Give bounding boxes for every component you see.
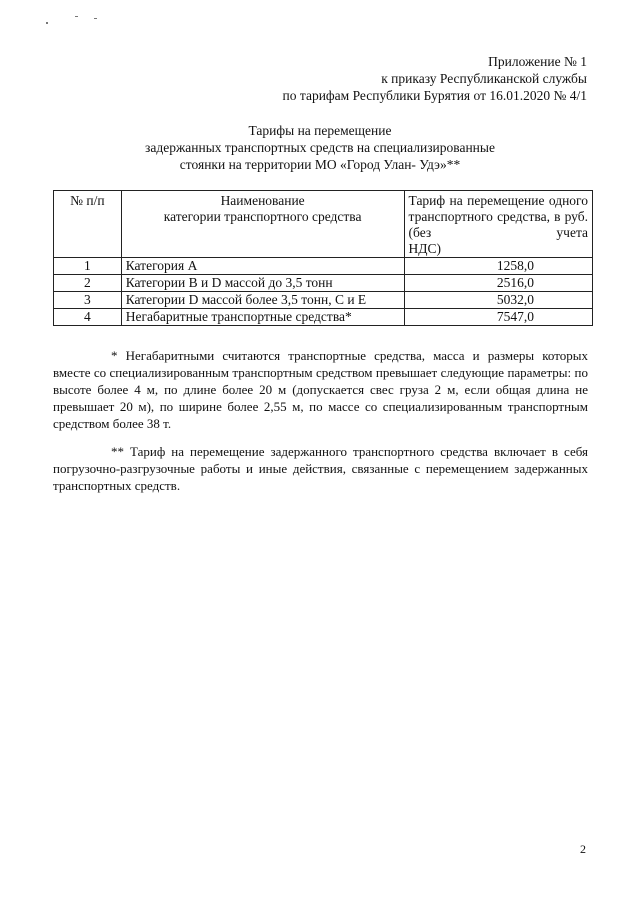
row-category: Категория А xyxy=(121,258,404,275)
scan-speck xyxy=(94,18,97,19)
title-line-3: стоянки на территории МО «Город Улан- Удэ»** xyxy=(179,157,461,172)
tariff-table xyxy=(53,190,593,326)
row-num: 3 xyxy=(54,292,122,309)
footnote-oversized: * Негабаритными считаются транспортные средства, масса и размеры которых вместе со специализированным транспортным средством превышает следующие параметры: по высоте более 4 м, по длине более 20 м (допускается свес груза 2 м, если общая длина не превышает 20 м), по ширине более 2,55 м, по массе со специализированным транспортным средством более 38 т. xyxy=(53,348,588,431)
document-title xyxy=(120,122,520,173)
table-row xyxy=(54,275,593,292)
title-line-2: задержанных транспортных средств на специализированные xyxy=(145,140,495,155)
row-category: Категории В и D массой до 3,5 тонн xyxy=(121,275,404,292)
row-tariff: 1258,0 xyxy=(404,258,592,275)
header-name xyxy=(121,191,404,258)
appendix-line-2: к приказу Республиканской службы xyxy=(381,71,587,86)
row-num: 1 xyxy=(54,258,122,275)
row-tariff: 5032,0 xyxy=(404,292,592,309)
row-num: 2 xyxy=(54,275,122,292)
row-category: Негабаритные транспортные средства* xyxy=(121,309,404,326)
row-tariff: 2516,0 xyxy=(404,275,592,292)
table-row xyxy=(54,258,593,275)
footnote-tariff: ** Тариф на перемещение задержанного транспортного средства включает в себя погрузочно-разгрузочные работы и иные действия, связанные с перемещением задержанных транспортных средств. xyxy=(53,444,588,493)
header-num: № п/п xyxy=(54,191,122,258)
table-header-row xyxy=(54,191,593,258)
appendix-line-3: по тарифам Республики Бурятия от 16.01.2020 № 4/1 xyxy=(282,88,587,103)
row-tariff: 7547,0 xyxy=(404,309,592,326)
appendix-line-1: Приложение № 1 xyxy=(488,54,587,69)
header-name-line-2: категории транспортного средства xyxy=(163,209,362,224)
table-row xyxy=(54,292,593,309)
appendix-header xyxy=(283,53,587,104)
scan-speck xyxy=(75,16,78,17)
header-tariff-main: Тариф на перемещение одного транспортного средства, в руб. (без учета xyxy=(408,193,588,240)
page-number: 2 xyxy=(580,842,586,856)
table-row xyxy=(54,309,593,326)
header-tariff-last: НДС) xyxy=(408,241,441,256)
row-category: Категории D массой более 3,5 тонн, С и Е xyxy=(121,292,404,309)
row-num: 4 xyxy=(54,309,122,326)
title-line-1: Тарифы на перемещение xyxy=(248,123,392,138)
header-name-line-1: Наименование xyxy=(220,193,305,208)
scan-speck xyxy=(46,22,48,24)
header-tariff xyxy=(404,191,592,258)
